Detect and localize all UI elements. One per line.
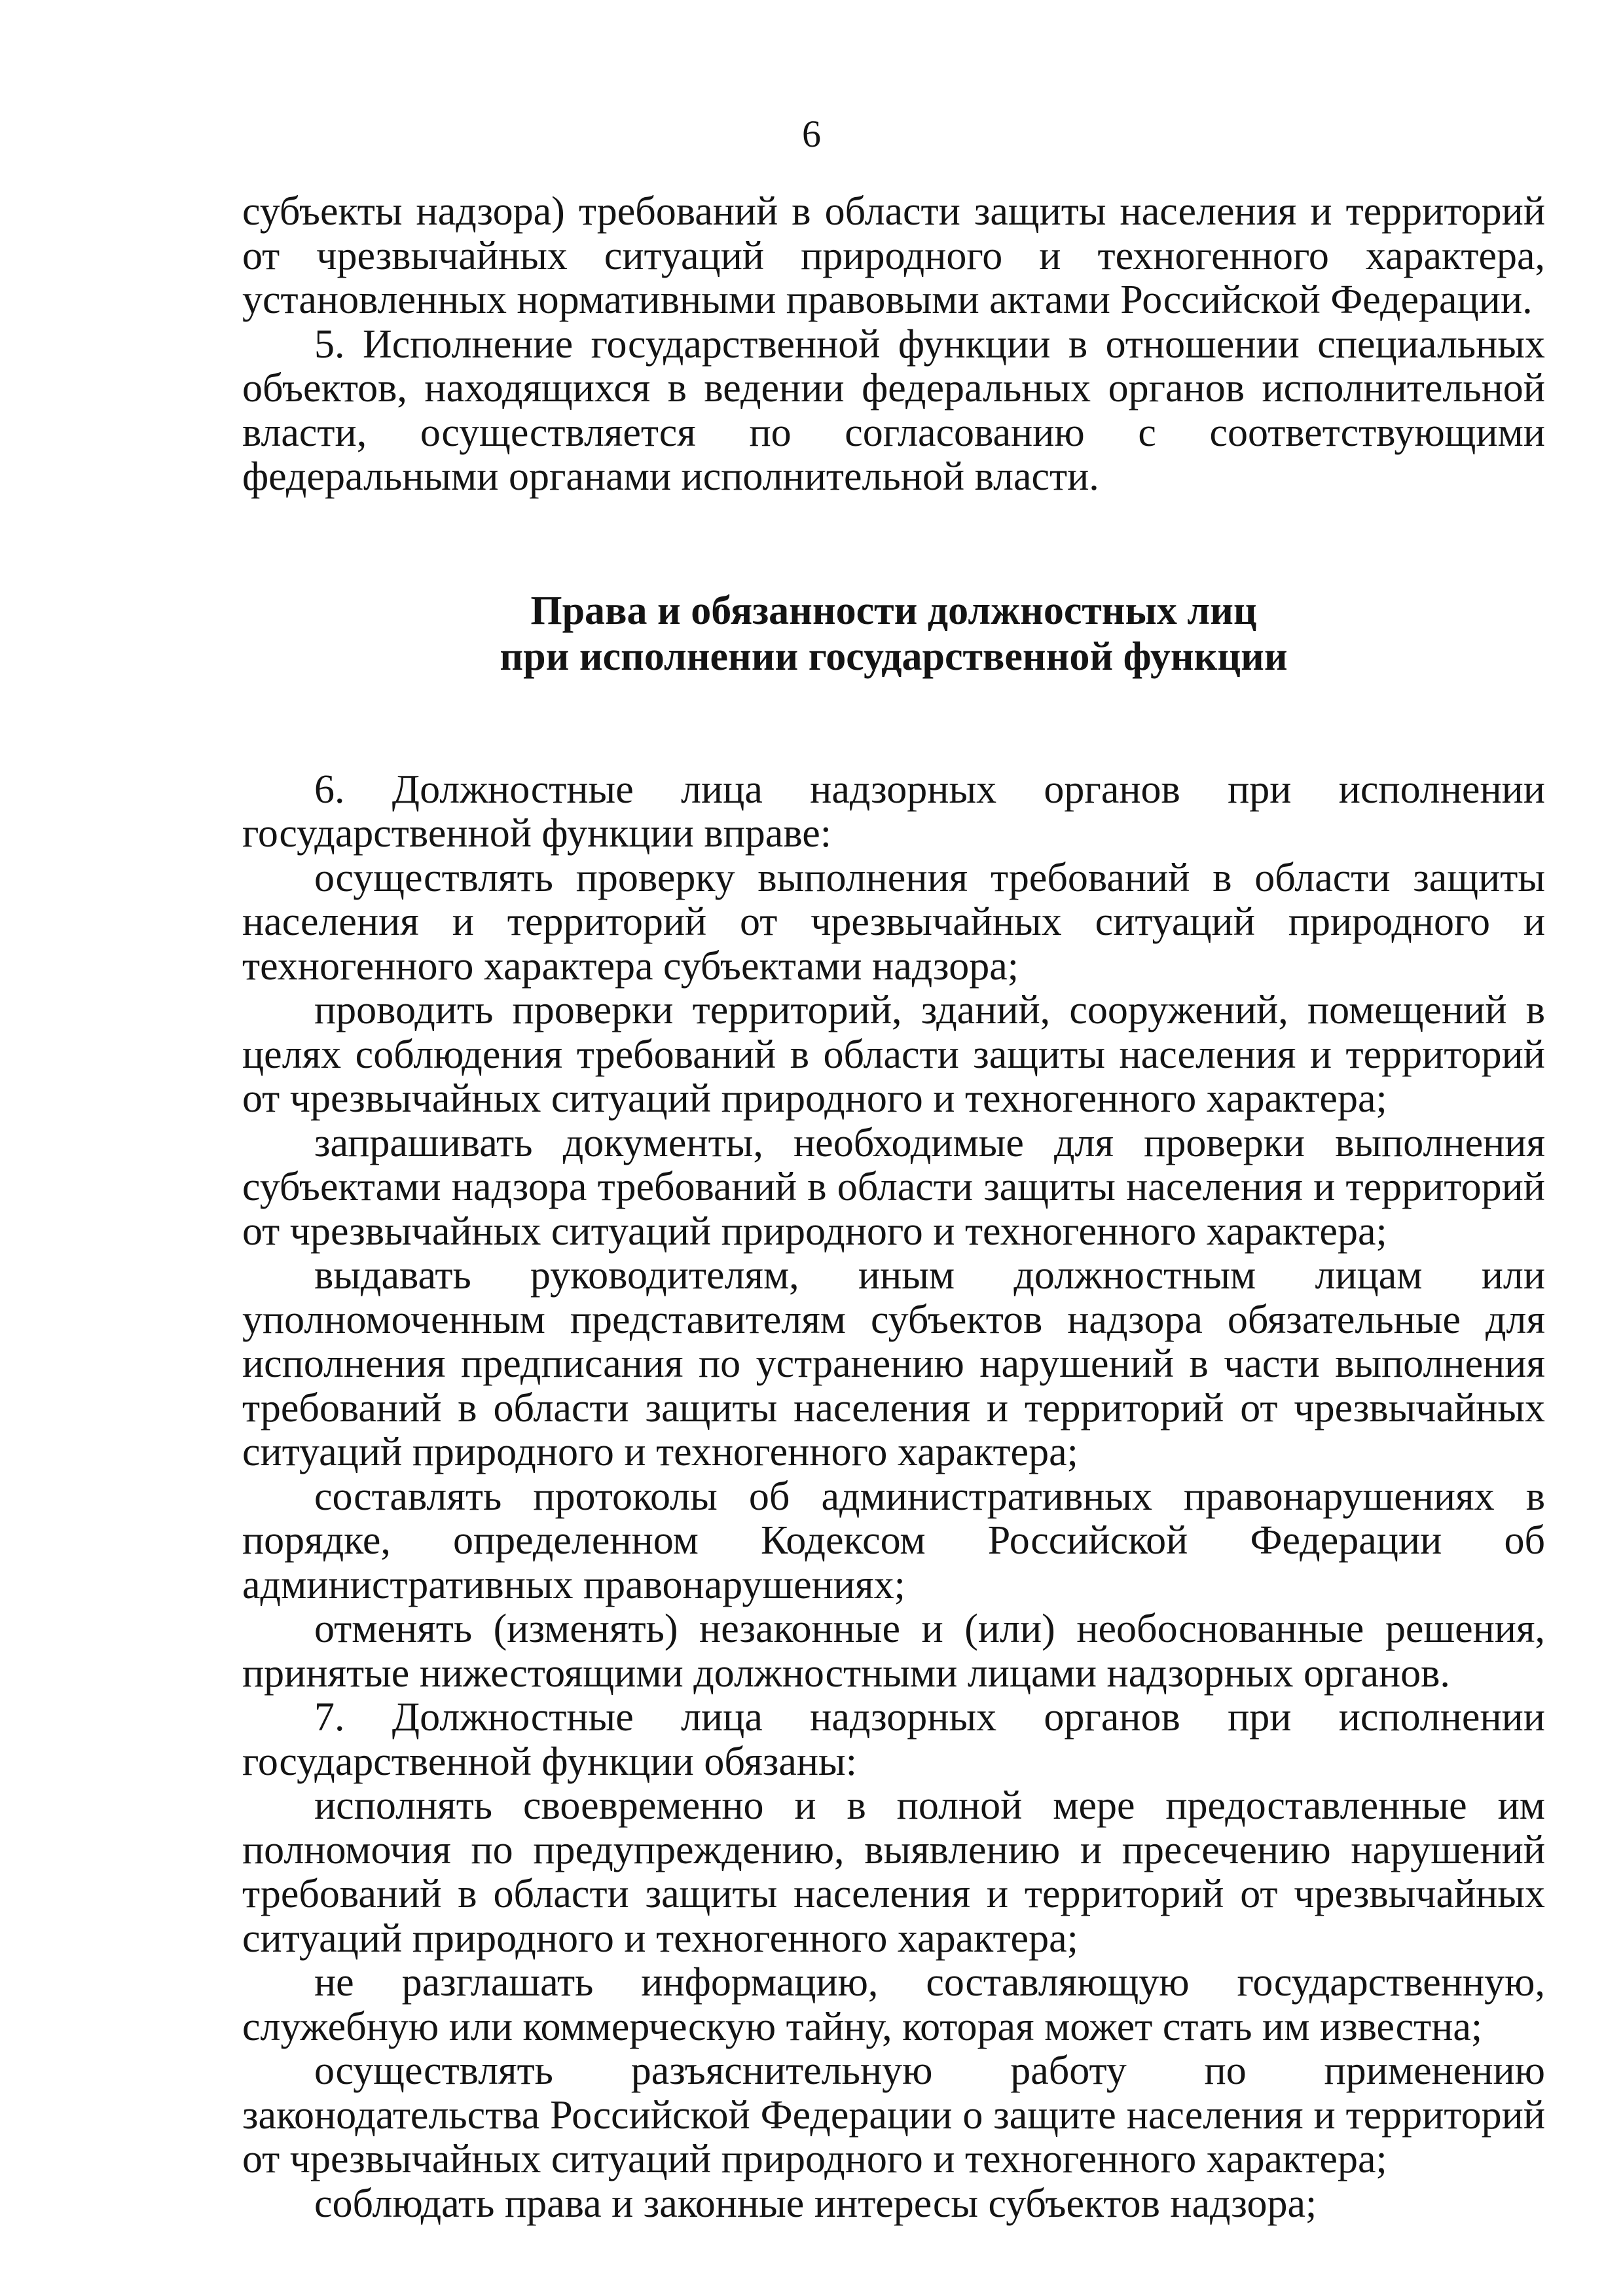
section-heading-line-2: при исполнении государственной функции xyxy=(500,634,1288,679)
document-body xyxy=(242,190,1545,2226)
duty-item: исполнять своевременно и в полной мере предоставленные им полномочия по предупреждению, выявлению и пресечению нарушений требований в области защиты населения и территорий от чрезвычайных ситуаций природного и техногенного характера; xyxy=(242,1783,1545,1961)
paragraph-item-7: 7. Должностные лица надзорных органов при исполнении государственной функции обязаны: xyxy=(242,1695,1545,1784)
right-item: проводить проверки территорий, зданий, сооружений, помещений в целях соблюдения требований в области защиты населения и территорий от чрезвычайных ситуаций природного и техногенного характера; xyxy=(242,988,1545,1121)
duty-item: не разглашать информацию, составляющую государственную, служебную или коммерческую тайну, которая может стать им известна; xyxy=(242,1960,1545,2049)
duty-item: соблюдать права и законные интересы субъектов надзора; xyxy=(314,2181,1317,2226)
duty-item: осуществлять разъяснительную работу по применению законодательства Российской Федерации о защите населения и территорий от чрезвычайных ситуаций природного и техногенного характера; xyxy=(242,2049,1545,2181)
page-number: 6 xyxy=(802,113,821,155)
right-item: составлять протоколы об административных правонарушениях в порядке, определенном Кодексом Российской Федерации об административных правонарушениях; xyxy=(242,1474,1545,1607)
paragraph-item-5: 5. Исполнение государственной функции в отношении специальных объектов, находящихся в ведении федеральных органов исполнительной власти, осуществляется по согласованию с соответствующими федеральными органами исполнительной власти. xyxy=(242,321,1545,499)
paragraph-continuation: субъекты надзора) требований в области защиты населения и территорий от чрезвычайных ситуаций природного и техногенного характера, установленных нормативными правовыми актами Российской Федерации. xyxy=(242,189,1545,322)
right-item: осуществлять проверку выполнения требований в области защиты населения и территорий от чрезвычайных ситуаций природного и техногенного характера субъектами надзора; xyxy=(242,855,1545,989)
right-item: отменять (изменять) незаконные и (или) необоснованные решения, принятые нижестоящими должностными лицами надзорных органов. xyxy=(242,1607,1545,1696)
section-heading xyxy=(242,588,1545,680)
section-heading-line-1: Права и обязанности должностных лиц xyxy=(530,588,1257,633)
right-item: выдавать руководителям, иным должностным лицам или уполномоченным представителям субъектов надзора обязательные для исполнения предписания по устранению нарушений в части выполнения требований в области защиты населения и территорий от чрезвычайных ситуаций природного и техногенного характера; xyxy=(242,1253,1545,1474)
right-item: запрашивать документы, необходимые для проверки выполнения субъектами надзора требований в области защиты населения и территорий от чрезвычайных ситуаций природного и техногенного характера; xyxy=(242,1120,1545,1254)
paragraph-item-6: 6. Должностные лица надзорных органов при исполнении государственной функции вправе: xyxy=(242,767,1545,856)
